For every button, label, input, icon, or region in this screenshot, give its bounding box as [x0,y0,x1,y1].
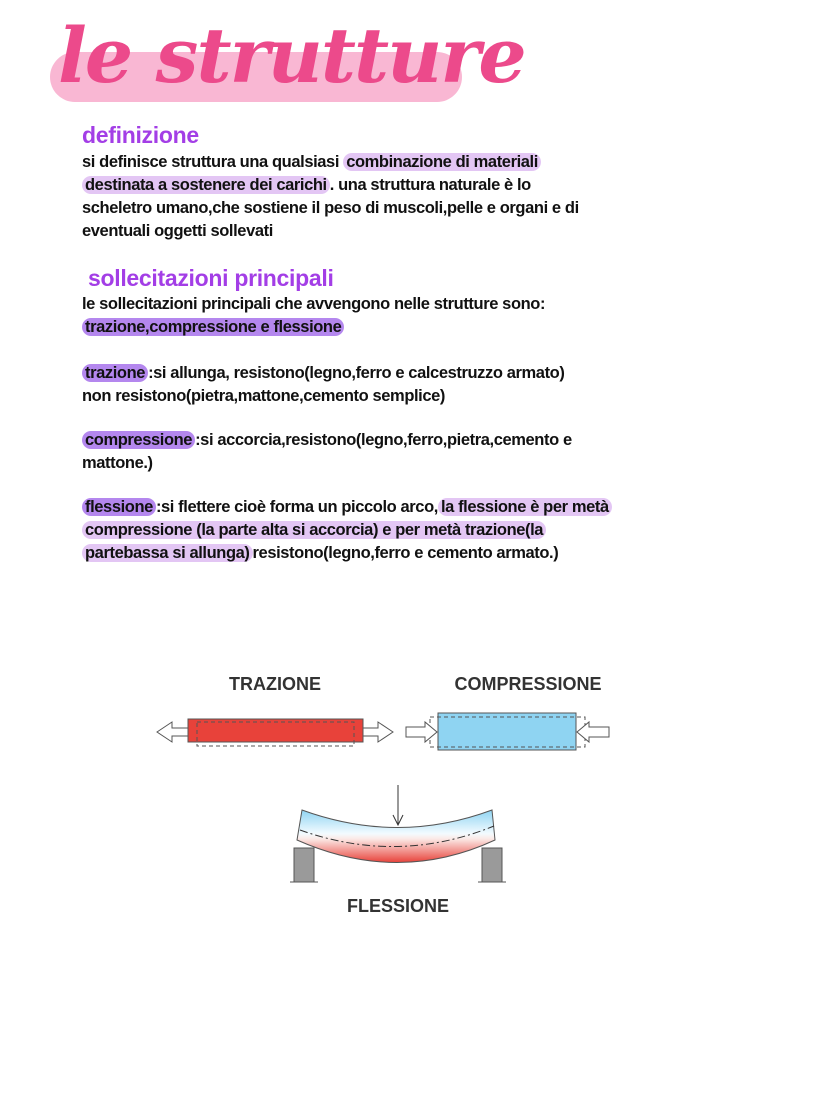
bending-line [82,519,546,541]
support-left [294,848,314,882]
definition-line [82,151,541,173]
highlighted-text: trazione,compressione e flessione [82,318,344,336]
term-bending: flessione [82,498,156,516]
support-right [482,848,502,882]
stress-diagram [150,660,630,920]
page-title: le strutture [58,11,525,100]
bending-line [82,542,558,564]
stresses-heading: sollecitazioni principali [88,265,334,291]
traction-label: TRAZIONE [229,674,321,694]
compression-line [82,429,572,451]
text: :si flettere cioè forma un piccolo arco, [155,498,438,516]
definition-line [82,174,531,196]
traction-bar [157,719,393,746]
arrow-right-icon [406,722,437,742]
highlighted-text: la flessione è per metà [438,498,612,516]
arrow-left-icon [157,722,188,742]
text: si definisce struttura una qualsiasi [82,153,344,171]
highlighted-text: destinata a sostenere dei carichi [82,176,330,194]
arrow-right-icon [363,722,393,742]
text: . una struttura naturale è lo [329,176,531,194]
arrow-left-icon [577,722,609,742]
bending-label: FLESSIONE [346,896,450,916]
stresses-line [82,316,344,338]
stresses-line: le sollecitazioni principali che avvengono nelle strutture sono: [82,295,546,313]
traction-line: non resistono(pietra,mattone,cemento semplice) [82,387,446,405]
compression-label: COMPRESSIONE [454,674,602,694]
bending-beam [290,785,506,882]
definition-heading: definizione [82,122,199,148]
term-compression: compressione [82,431,195,449]
traction-line [82,362,564,384]
highlighted-text: compressione (la parte alta si accorcia) e per metà trazione(la [82,521,546,539]
text: :si accorcia,resistono(legno,ferro,pietra,cemento e [195,431,572,449]
definition-line: scheletro umano,che sostiene il peso di muscoli,pelle e organi e di [82,199,579,217]
text: :si allunga, resistono(legno,ferro e calcestruzzo armato) [148,364,565,382]
term-traction: trazione [82,364,148,382]
compression-line: mattone.) [82,454,153,472]
highlighted-text: combinazione di materiali [343,153,541,171]
text: resistono(legno,ferro e cemento armato.) [252,544,559,562]
definition-line: eventuali oggetti sollevati [82,222,273,240]
bending-line [82,496,612,518]
highlighted-text: partebassa si allunga) [82,544,253,562]
compression-bar [406,713,609,750]
